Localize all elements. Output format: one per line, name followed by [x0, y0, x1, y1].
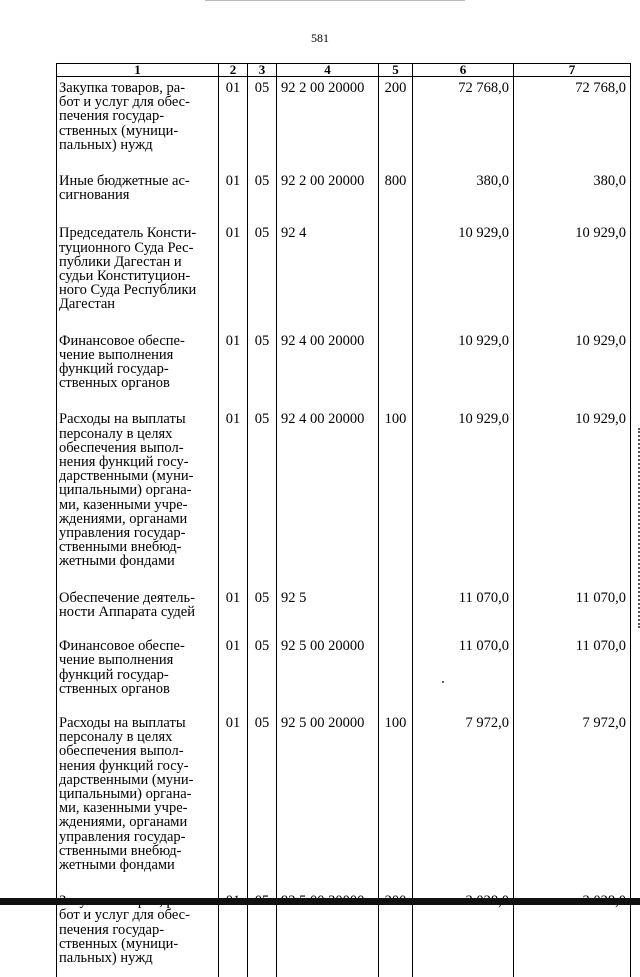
row-name-line: ми, казенными учре- — [59, 498, 216, 512]
section-cell: 01 — [219, 635, 248, 712]
row-name-line: нения функций госу- — [59, 455, 216, 469]
row-name-line: Расходы на выплаты — [59, 412, 216, 426]
target-article-cell: 92 5 00 20000 — [277, 635, 379, 712]
section-cell: 01 — [219, 170, 248, 222]
row-name-cell — [57, 222, 219, 329]
row-name-line: дарственными (муни- — [59, 469, 216, 483]
expense-type-cell — [379, 635, 413, 712]
row-name-line: обеспечения выпол- — [59, 441, 216, 455]
expense-type-cell — [379, 330, 413, 409]
subsection-cell: 05 — [248, 170, 277, 222]
expense-type-cell — [379, 222, 413, 329]
row-name-line: ственными внебюд- — [59, 844, 216, 858]
subsection-cell: 05 — [248, 712, 277, 890]
row-name-line: ственных органов — [59, 376, 216, 390]
subsection-cell: 05 — [248, 408, 277, 586]
amount-cell: 7 972,0 — [514, 712, 631, 890]
page-number: 581 — [0, 31, 640, 46]
filler-cell — [248, 965, 277, 977]
subsection-cell: 05 — [248, 330, 277, 409]
section-cell: 01 — [219, 712, 248, 890]
amount-cell: 380,0 — [413, 170, 514, 222]
row-name-line: жетными фондами — [59, 554, 216, 568]
target-article-cell: 92 5 — [277, 587, 379, 635]
row-name-line: пальных) нужд — [59, 138, 216, 152]
amount-cell: 10 929,0 — [514, 408, 631, 586]
filler-cell — [379, 965, 413, 977]
header-col-2: 2 — [219, 64, 248, 77]
table-filler-row — [57, 965, 631, 977]
row-name-line: ственных органов — [59, 682, 216, 696]
row-name-line: дарственными (муни- — [59, 773, 216, 787]
row-name-line: печения государ- — [59, 923, 216, 937]
table-row — [57, 635, 631, 712]
header-col-6: 6 — [413, 64, 514, 77]
row-name-line: пальных) нужд — [59, 951, 216, 965]
row-name-cell — [57, 77, 219, 171]
expense-type-cell: 100 — [379, 712, 413, 890]
amount-cell: 10 929,0 — [413, 222, 514, 329]
row-name-cell — [57, 587, 219, 635]
scan-bottom-bar — [0, 898, 640, 905]
subsection-cell: 05 — [248, 222, 277, 329]
row-name-cell — [57, 408, 219, 586]
row-name-line: бот и услуг для обес- — [59, 908, 216, 922]
row-name-line: чение выполнения — [59, 348, 216, 362]
expense-type-cell: 100 — [379, 408, 413, 586]
budget-table — [56, 63, 631, 977]
filler-cell — [219, 965, 248, 977]
expense-type-cell: 800 — [379, 170, 413, 222]
row-name-line: нения функций госу- — [59, 759, 216, 773]
amount-cell: 10 929,0 — [413, 408, 514, 586]
row-name-line: сигнования — [59, 188, 216, 202]
section-cell: 01 — [219, 77, 248, 171]
filler-cell — [413, 965, 514, 977]
row-name-line: Финансовое обеспе- — [59, 639, 216, 653]
row-name-cell — [57, 712, 219, 890]
target-article-cell: 92 5 00 20000 — [277, 712, 379, 890]
header-col-4: 4 — [277, 64, 379, 77]
amount-cell: 11 070,0 — [413, 635, 514, 712]
amount-cell: 72 768,0 — [413, 77, 514, 171]
row-name-line: жетными фондами — [59, 858, 216, 872]
amount-cell: 11 070,0 — [514, 635, 631, 712]
row-name-cell — [57, 635, 219, 712]
filler-cell — [514, 965, 631, 977]
row-name-line: ственных (муници- — [59, 124, 216, 138]
row-name-line: ципальными) органа- — [59, 483, 216, 497]
row-name-line: функций государ- — [59, 668, 216, 682]
row-name-line: Председатель Консти- — [59, 226, 216, 240]
table-row — [57, 330, 631, 409]
amount-cell: 7 972,0 — [413, 712, 514, 890]
row-name-line: туционного Суда Рес- — [59, 241, 216, 255]
expense-type-cell: 200 — [379, 77, 413, 171]
section-cell: 01 — [219, 222, 248, 329]
section-cell: 01 — [219, 587, 248, 635]
amount-cell: 10 929,0 — [514, 222, 631, 329]
row-name-line: управления государ- — [59, 526, 216, 540]
row-name-line: ственных (муници- — [59, 937, 216, 951]
table-row — [57, 712, 631, 890]
row-name-line: ждениями, органами — [59, 512, 216, 526]
expense-type-cell — [379, 587, 413, 635]
amount-cell: 10 929,0 — [514, 330, 631, 409]
section-cell: 01 — [219, 408, 248, 586]
row-name-line: Дагестан — [59, 297, 216, 311]
row-name-line: ждениями, органами — [59, 815, 216, 829]
target-article-cell: 92 2 00 20000 — [277, 170, 379, 222]
row-name-line: Закупка товаров, ра- — [59, 81, 216, 95]
header-col-5: 5 — [379, 64, 413, 77]
amount-cell: 72 768,0 — [514, 77, 631, 171]
row-name-line: ности Аппарата судей — [59, 605, 216, 619]
row-name-line: персоналу в целях — [59, 730, 216, 744]
row-name-line: управления государ- — [59, 830, 216, 844]
table-row — [57, 587, 631, 635]
table-row — [57, 77, 631, 171]
row-name-line: функций государ- — [59, 362, 216, 376]
table-row — [57, 408, 631, 586]
row-name-line: персоналу в целях — [59, 427, 216, 441]
row-name-line: Финансовое обеспе- — [59, 334, 216, 348]
row-name-line: бот и услуг для обес- — [59, 95, 216, 109]
row-name-line: ного Суда Республики — [59, 283, 216, 297]
subsection-cell: 05 — [248, 635, 277, 712]
subsection-cell: 05 — [248, 587, 277, 635]
row-name-line: ми, казенными учре- — [59, 801, 216, 815]
row-name-line: обеспечения выпол- — [59, 744, 216, 758]
row-name-cell — [57, 170, 219, 222]
row-name-line: публики Дагестан и — [59, 255, 216, 269]
header-col-7: 7 — [514, 64, 631, 77]
row-name-line: ственными внебюд- — [59, 540, 216, 554]
table-body — [57, 77, 631, 977]
filler-cell — [57, 965, 219, 977]
row-name-line: судьи Конституцион- — [59, 269, 216, 283]
amount-cell: 11 070,0 — [413, 587, 514, 635]
table-row — [57, 222, 631, 329]
target-article-cell: 92 4 — [277, 222, 379, 329]
row-name-line: печения государ- — [59, 109, 216, 123]
scan-top-rule — [205, 0, 465, 1]
header-col-3: 3 — [248, 64, 277, 77]
row-name-line: ципальными) органа- — [59, 787, 216, 801]
header-row — [57, 64, 631, 77]
row-name-line: чение выполнения — [59, 653, 216, 667]
amount-cell: 10 929,0 — [413, 330, 514, 409]
target-article-cell: 92 4 00 20000 — [277, 330, 379, 409]
row-name-line: Обеспечение деятель- — [59, 591, 216, 605]
filler-cell — [277, 965, 379, 977]
amount-cell: 380,0 — [514, 170, 631, 222]
row-name-cell — [57, 330, 219, 409]
section-cell: 01 — [219, 330, 248, 409]
target-article-cell: 92 2 00 20000 — [277, 77, 379, 171]
table-row — [57, 170, 631, 222]
target-article-cell: 92 4 00 20000 — [277, 408, 379, 586]
scan-speck — [442, 681, 444, 683]
row-name-line: Расходы на выплаты — [59, 716, 216, 730]
row-name-line: Иные бюджетные ас- — [59, 174, 216, 188]
subsection-cell: 05 — [248, 77, 277, 171]
scan-edge-mark — [634, 428, 640, 628]
header-col-1: 1 — [57, 64, 219, 77]
amount-cell: 11 070,0 — [514, 587, 631, 635]
